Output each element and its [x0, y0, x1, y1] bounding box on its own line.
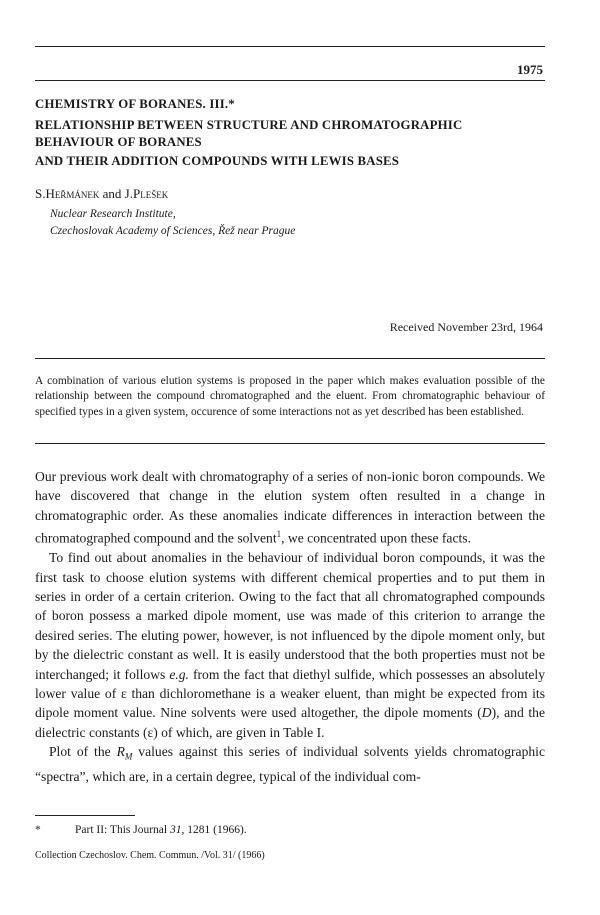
authors — [35, 186, 168, 202]
footnote-volume: 31 — [169, 824, 182, 836]
author2-surname: Plešek — [132, 186, 169, 201]
reference-1: 1 — [276, 529, 282, 540]
paragraph-2 — [35, 548, 545, 742]
collection-footer: Collection Czechoslov. Chem. Commun. /Vol. 31/ (1966) — [35, 850, 265, 861]
p3-text-a: Plot of the — [49, 744, 117, 760]
abstract: A combination of various elution systems is proposed in the paper which makes evaluation possible of the relationship between the compound chromatographed and the eluent. From chromatographic behaviour of specified types in a given system, occurence of some interactions not as yet described has been established. — [35, 375, 545, 418]
p2-eg: e.g. — [169, 666, 189, 682]
paragraph-1 — [35, 467, 545, 548]
abstract-rule-bottom — [35, 443, 545, 444]
footnote-rule — [35, 815, 135, 816]
p2-text-b: from the fact that diethyl sulfide, which possesses an absolutely lower value of ε than dichloromethane is a weaker eluent, than might be expected from its dipole moment value. Nine solvents were used altogether, the dipole moments ( — [35, 666, 545, 721]
received-date: Received November 23rd, 1964 — [389, 320, 543, 334]
authors-and: and — [99, 186, 125, 201]
footnote-text-b: , 1281 (1966). — [181, 824, 247, 836]
footnote-text-a: Part II: This Journal — [75, 824, 170, 836]
p3-subscript-M: M — [124, 751, 133, 762]
title-line-1: CHEMISTRY OF BORANES. III.* — [35, 97, 235, 111]
page-number: 1975 — [517, 62, 543, 77]
title-line-3: BEHAVIOUR OF BORANES — [35, 135, 202, 149]
body-text — [35, 467, 545, 787]
p3-symbol-R: R — [116, 744, 125, 760]
affiliation-line-2: Czechoslovak Academy of Sciences, Řež near Prague — [50, 225, 296, 237]
footnote-marker: * — [35, 824, 41, 836]
p2-text-a: To find out about anomalies in the behaviour of individual boron compounds, it was the first task to choose elution systems with different chemical properties and to put them in series in order of a certain criterion. Owing to the fact that all chromatographed compounds of boron possess a marked dipole moment, use was made of this criterion to arrange the desired series. The eluting power, however, is not influenced by the dipole moment only, but by the dielectric constant as well. It is easily understood that the both properties must not be interchanged; it follows — [35, 550, 545, 682]
header-rule-top — [35, 46, 545, 47]
header-rule-bottom — [35, 80, 545, 81]
author1-initial: S. — [35, 186, 46, 201]
p3-text-b: values against this series of individual solvents yields chromatographic “spectra”, which are, in a certain degree, typical of the individual com- — [35, 744, 545, 785]
paragraph-3 — [35, 742, 545, 787]
author2-initial: J. — [124, 186, 133, 201]
footnote — [35, 824, 247, 836]
title-line-4: AND THEIR ADDITION COMPOUNDS WITH LEWIS BASES — [35, 154, 400, 168]
p1-text-a: Our previous work dealt with chromatography of a series of non-ionic boron compounds. We have discovered that change in the elution system often resulted in a change in chromatographic order. As these anomalies indicate differences in interaction between the chromatographed compound and the solvent — [35, 469, 545, 546]
p2-text-c: ), and the dielectric constants (ε) of which, are given in Table I. — [35, 705, 545, 740]
abstract-rule-top — [35, 358, 545, 359]
title-line-2: RELATIONSHIP BETWEEN STRUCTURE AND CHROMATOGRAPHIC — [35, 118, 463, 132]
p2-symbol-D: D — [481, 705, 492, 721]
p1-text-b: , we concentrated upon these facts. — [281, 530, 471, 546]
author1-surname: Heřmánek — [45, 186, 100, 201]
affiliation-line-1: Nuclear Research Institute, — [50, 208, 176, 220]
